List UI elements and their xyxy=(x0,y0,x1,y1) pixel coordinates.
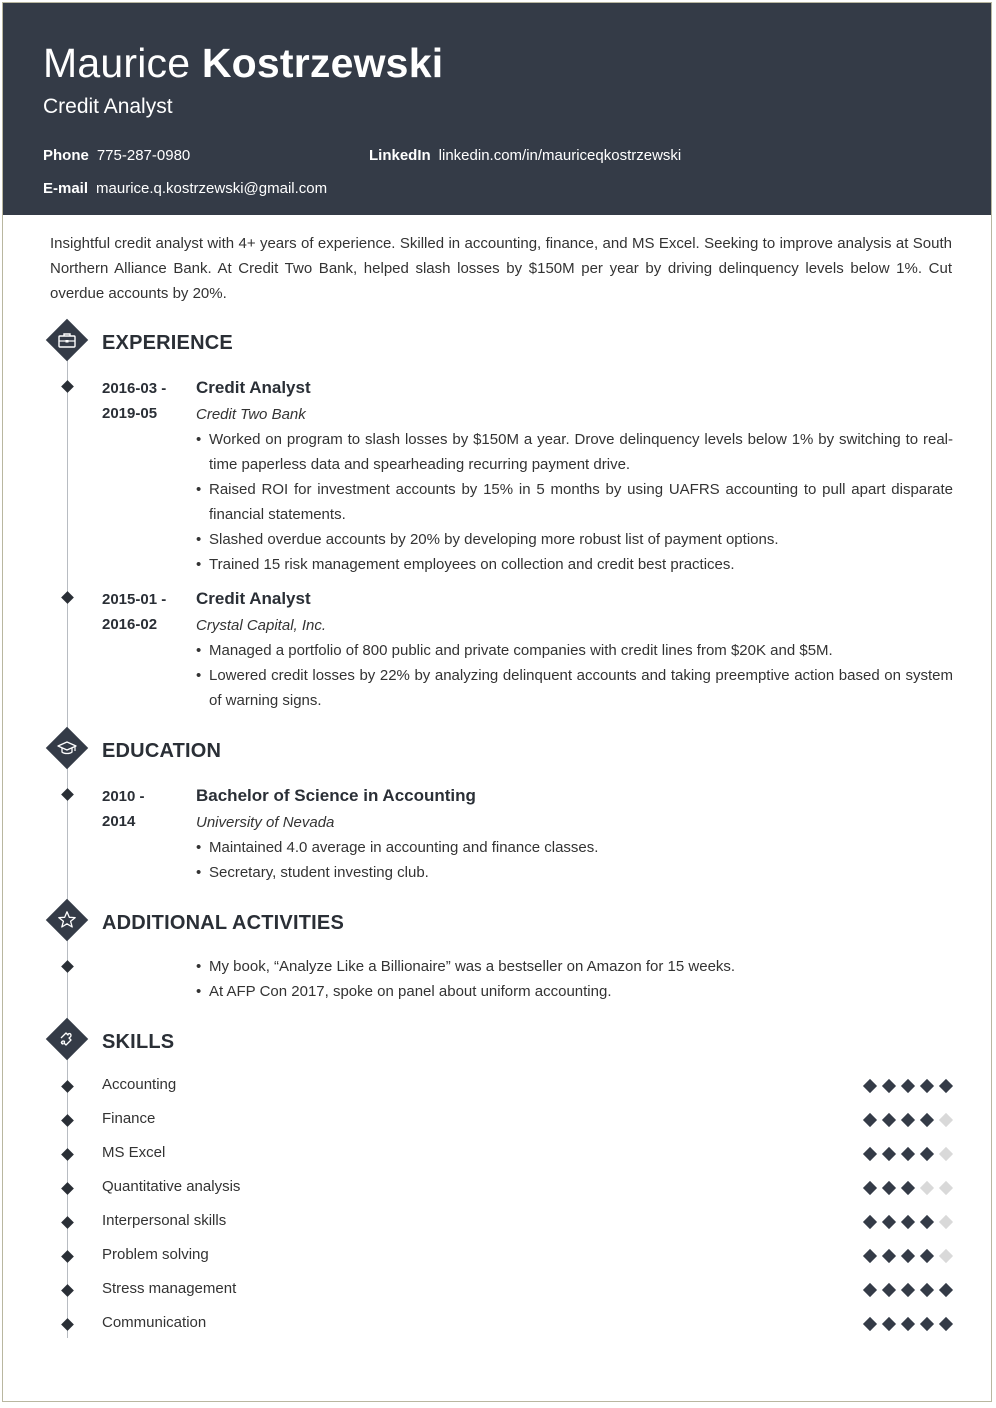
rating-empty-icon xyxy=(939,1181,953,1195)
last-name: Kostrzewski xyxy=(201,40,444,86)
rating-filled-icon xyxy=(939,1283,953,1297)
skills-heading: SKILLS xyxy=(102,1031,175,1053)
summary-paragraph: Insightful credit analyst with 4+ years of experience. Skilled in accounting, finance, and MS Excel. Seeking to improve analysis at South Northern Alliance Bank. At Credit Two Bank, helped slash losses by $150M per year by driving delinquency levels below 1%. Cut overdue accounts by 20%. xyxy=(50,235,952,302)
skill-name: Accounting xyxy=(102,1076,177,1093)
rating-filled-icon xyxy=(920,1317,934,1331)
rating-filled-icon xyxy=(863,1283,877,1297)
contact-linkedin xyxy=(369,147,681,164)
graduation-cap-icon xyxy=(46,727,88,769)
activities-heading: ADDITIONAL ACTIVITIES xyxy=(102,912,344,934)
skill-row xyxy=(3,1178,963,1198)
rating-filled-icon xyxy=(920,1079,934,1093)
resume-header xyxy=(3,3,991,215)
phone-value: 775-287-0980 xyxy=(96,147,191,164)
rating-filled-icon xyxy=(863,1181,877,1195)
job-bullets xyxy=(196,427,953,577)
rating-filled-icon xyxy=(901,1181,915,1195)
skill-row xyxy=(3,1280,963,1300)
rating-filled-icon xyxy=(882,1283,896,1297)
rating-filled-icon xyxy=(863,1317,877,1331)
rating-filled-icon xyxy=(863,1147,877,1161)
list-item: • Secretary, student investing club. xyxy=(196,860,953,885)
timeline-dot xyxy=(61,591,74,604)
list-item: • Slashed overdue accounts by 20% by developing more robust list of payment options. xyxy=(196,527,953,552)
rating-filled-icon xyxy=(863,1249,877,1263)
list-item: • At AFP Con 2017, spoke on panel about uniform accounting. xyxy=(196,979,953,1004)
rating-empty-icon xyxy=(939,1215,953,1229)
rating-filled-icon xyxy=(882,1215,896,1229)
skill-name: Communication xyxy=(102,1314,207,1331)
rating-filled-icon xyxy=(901,1147,915,1161)
linkedin-link[interactable]: linkedin.com/in/mauriceqkostrzewski xyxy=(438,147,682,164)
puzzle-icon xyxy=(46,1018,88,1060)
skill-row xyxy=(3,1076,963,1096)
education-heading: EDUCATION xyxy=(102,740,222,762)
email-link[interactable]: maurice.q.kostrzewski@gmail.com xyxy=(96,180,328,197)
skill-row xyxy=(3,1110,963,1130)
timeline-dot xyxy=(61,380,74,393)
linkedin-label: LinkedIn xyxy=(369,147,431,164)
job-position: Credit Analyst xyxy=(196,378,311,397)
star-icon xyxy=(46,899,88,941)
rating-filled-icon xyxy=(901,1249,915,1263)
rating-filled-icon xyxy=(882,1181,896,1195)
activities-bullets xyxy=(196,954,953,1004)
date-end: 2019-05 xyxy=(102,405,158,422)
job-company: Credit Two Bank xyxy=(196,406,306,423)
list-item: • Raised ROI for investment accounts by 15% in 5 months by using UAFRS accounting to pull apart disparate financial statements. xyxy=(196,477,953,527)
education-dates xyxy=(102,784,145,834)
job-dates xyxy=(102,376,166,426)
list-item: • Trained 15 risk management employees on collection and credit best practices. xyxy=(196,552,953,577)
skill-name: Problem solving xyxy=(102,1246,209,1263)
education-bullets xyxy=(196,835,953,885)
date-end: 2014 xyxy=(102,813,136,830)
rating-filled-icon xyxy=(920,1215,934,1229)
list-item: • Worked on program to slash losses by $150M a year. Drove delinquency levels below 1% by switching to real-time paperless data and spearheading recurring payment drive. xyxy=(196,427,953,477)
rating-filled-icon xyxy=(882,1249,896,1263)
school-name: University of Nevada xyxy=(196,814,335,831)
job-position: Credit Analyst xyxy=(196,589,311,608)
rating-filled-icon xyxy=(920,1147,934,1161)
skill-name: Stress management xyxy=(102,1280,237,1297)
rating-empty-icon xyxy=(939,1249,953,1263)
rating-filled-icon xyxy=(901,1317,915,1331)
job-dates xyxy=(102,587,166,637)
skill-row xyxy=(3,1144,963,1164)
contact-phone xyxy=(43,147,190,164)
date-start: 2010 - xyxy=(102,788,145,805)
rating-filled-icon xyxy=(901,1079,915,1093)
list-item: • Maintained 4.0 average in accounting and finance classes. xyxy=(196,835,953,860)
rating-filled-icon xyxy=(939,1079,953,1093)
skill-row xyxy=(3,1246,963,1266)
skill-name: Finance xyxy=(102,1110,156,1127)
degree-title: Bachelor of Science in Accounting xyxy=(196,786,476,805)
rating-filled-icon xyxy=(863,1079,877,1093)
first-name: Maurice xyxy=(43,40,191,86)
rating-filled-icon xyxy=(882,1147,896,1161)
rating-filled-icon xyxy=(863,1215,877,1229)
rating-filled-icon xyxy=(920,1283,934,1297)
rating-filled-icon xyxy=(920,1249,934,1263)
rating-filled-icon xyxy=(939,1317,953,1331)
skill-name: MS Excel xyxy=(102,1144,166,1161)
rating-filled-icon xyxy=(901,1113,915,1127)
skill-row xyxy=(3,1212,963,1232)
skill-row xyxy=(3,1314,963,1334)
briefcase-icon xyxy=(46,319,88,361)
rating-empty-icon xyxy=(939,1113,953,1127)
job-company: Crystal Capital, Inc. xyxy=(196,617,327,634)
candidate-name xyxy=(43,41,443,86)
skill-name: Interpersonal skills xyxy=(102,1212,227,1229)
skill-name: Quantitative analysis xyxy=(102,1178,241,1195)
rating-filled-icon xyxy=(882,1317,896,1331)
resume-page xyxy=(2,2,992,1402)
rating-filled-icon xyxy=(901,1283,915,1297)
contact-email xyxy=(43,180,327,197)
list-item: • My book, “Analyze Like a Billionaire” was a bestseller on Amazon for 15 weeks. xyxy=(196,954,953,979)
rating-filled-icon xyxy=(882,1079,896,1093)
rating-empty-icon xyxy=(920,1181,934,1195)
date-start: 2016-03 - xyxy=(102,380,167,397)
timeline-dot xyxy=(61,960,74,973)
rating-empty-icon xyxy=(939,1147,953,1161)
phone-label: Phone xyxy=(43,147,89,164)
list-item: • Lowered credit losses by 22% by analyzing delinquent accounts and taking preemptive action based on system of warning signs. xyxy=(196,663,953,713)
list-item: • Managed a portfolio of 800 public and private companies with credit lines from $20K and $5M. xyxy=(196,638,953,663)
job-title: Credit Analyst xyxy=(43,95,173,118)
timeline-dot xyxy=(61,788,74,801)
rating-filled-icon xyxy=(920,1113,934,1127)
date-start: 2015-01 - xyxy=(102,591,167,608)
email-label: E-mail xyxy=(43,180,89,197)
date-end: 2016-02 xyxy=(102,616,158,633)
job-bullets xyxy=(196,638,953,713)
rating-filled-icon xyxy=(882,1113,896,1127)
rating-filled-icon xyxy=(901,1215,915,1229)
experience-heading: EXPERIENCE xyxy=(102,332,233,354)
rating-filled-icon xyxy=(863,1113,877,1127)
